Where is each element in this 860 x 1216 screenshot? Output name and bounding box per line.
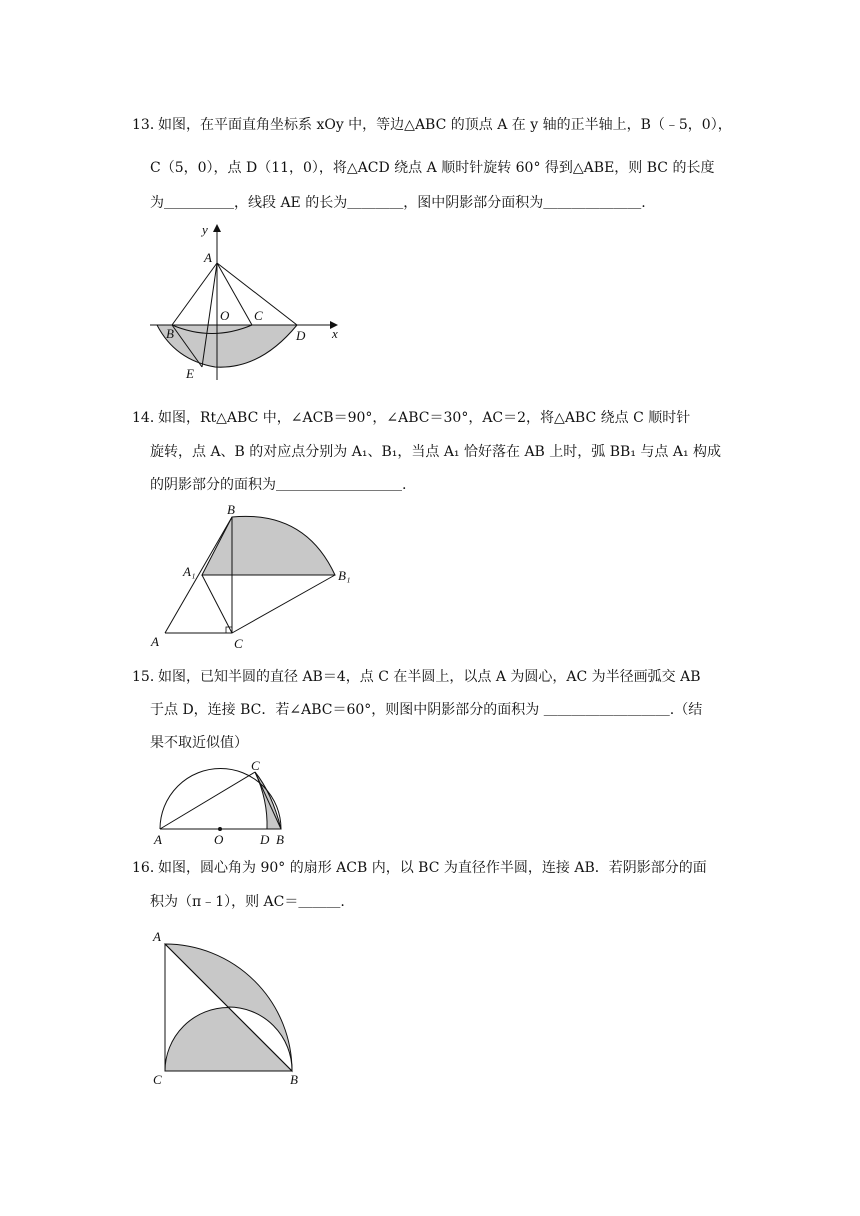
question-text-line: 于点 D，连接 BC．若∠ABC＝60°，则图中阴影部分的面积为 ＿＿＿＿＿＿＿＿＿.（结 xyxy=(150,702,703,718)
figure-15 xyxy=(150,758,300,850)
question-text-line: C（5，0），点 D（11，0），将△ACD 绕点 A 顺时针旋转 60° 得到△ABE，则 BC 的长度 xyxy=(150,160,715,176)
label-a: A xyxy=(151,634,159,649)
label-b: B xyxy=(290,1072,298,1087)
label-b: B xyxy=(227,502,235,517)
label-e: E xyxy=(186,366,194,381)
label-c: C xyxy=(153,1072,162,1087)
figure-13 xyxy=(140,220,360,385)
question-text-line: 如图，Rt△ABC 中，∠ACB＝90°，∠ABC＝30°，AC＝2，将△ABC 绕点 C 顺时针 xyxy=(158,410,691,426)
center-point xyxy=(218,827,222,831)
question-text-line: 为＿＿＿＿＿，线段 AE 的长为＿＿＿＿，图中阴影部分面积为＿＿＿＿＿＿＿. xyxy=(150,195,646,211)
question-text-line: 如图，已知半圆的直径 AB＝4，点 C 在半圆上，以点 A 为圆心，AC 为半径画弧交 AB xyxy=(158,669,701,685)
segment-b1c xyxy=(232,575,335,633)
question-text-line: 如图，在平面直角坐标系 xOy 中，等边△ABC 的顶点 A 在 y 轴的正半轴上，B（﹣5，0）， xyxy=(158,117,732,133)
label-b: B xyxy=(276,832,284,847)
semicircle xyxy=(160,769,281,829)
label-c: C xyxy=(254,308,263,323)
label-x: x xyxy=(332,326,338,341)
segment-ac xyxy=(160,772,255,829)
figure-16 xyxy=(145,925,315,1090)
segment-ab xyxy=(172,263,217,325)
question-number: 14． xyxy=(132,410,164,426)
question-number: 16． xyxy=(132,860,164,876)
y-axis-arrow-icon xyxy=(213,224,221,232)
label-o: O xyxy=(214,832,224,847)
shaded-region xyxy=(202,516,335,575)
figure-14 xyxy=(145,498,375,656)
label-a: A xyxy=(153,929,161,944)
question-text-line: 的阴影部分的面积为＿＿＿＿＿＿＿＿＿. xyxy=(150,477,407,493)
question-number: 15． xyxy=(132,669,164,685)
question-text-line: 旋转，点 A、B 的对应点分别为 A₁、B₁，当点 A₁ 恰好落在 AB 上时，弧 BB₁ 与点 A₁ 构成 xyxy=(150,444,722,460)
label-a: A xyxy=(204,250,212,265)
shaded-region xyxy=(157,325,297,367)
label-b1: B₁ xyxy=(338,568,351,583)
label-c: C xyxy=(251,758,260,773)
label-d: D xyxy=(260,832,270,847)
label-o: O xyxy=(220,308,230,323)
label-b: B xyxy=(166,326,174,341)
label-c: C xyxy=(234,636,243,651)
question-text-line: 果不取近似值） xyxy=(150,735,248,751)
question-text-line: 如图，圆心角为 90° 的扇形 ACB 内，以 BC 为直径作半圆，连接 AB．若阴影部分的面 xyxy=(158,860,707,876)
label-a1: A₁ xyxy=(183,564,196,579)
segment-a1c xyxy=(202,575,232,633)
question-text-line: 积为（π﹣1），则 AC＝＿＿＿. xyxy=(150,894,345,910)
question-number: 13． xyxy=(132,117,164,133)
label-y: y xyxy=(202,222,208,237)
label-d: D xyxy=(296,328,306,343)
label-a: A xyxy=(154,832,162,847)
